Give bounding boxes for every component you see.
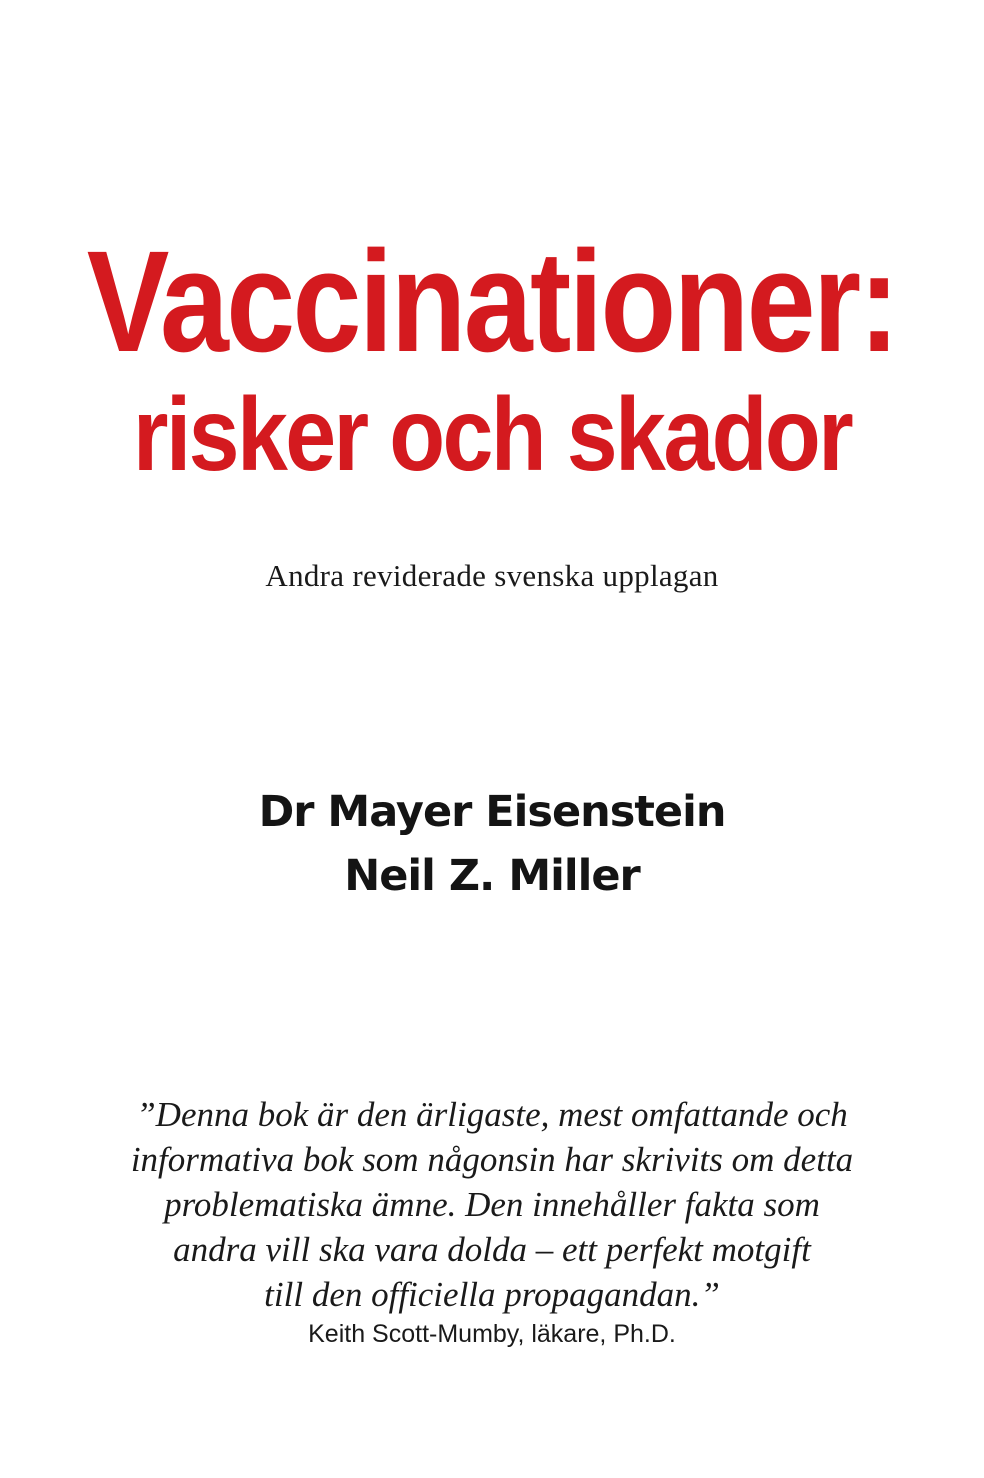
author-name: Dr Mayer Eisenstein	[258, 787, 726, 837]
edition-subtitle: Andra reviderade svenska upplagan	[265, 558, 719, 593]
quote-line: andra vill ska vara dolda – ett perfekt motgift	[173, 1230, 811, 1269]
book-title	[0, 222, 984, 494]
endorsement-quote	[0, 1092, 984, 1317]
author-name: Neil Z. Miller	[344, 851, 640, 901]
quote-line: till den officiella propagandan.”	[264, 1275, 720, 1314]
author-list	[0, 780, 984, 908]
title-line-2: risker och skador	[132, 377, 852, 493]
quote-attribution: Keith Scott-Mumby, läkare, Ph.D.	[308, 1320, 676, 1348]
quote-line: informativa bok som någonsin har skrivits om detta	[130, 1140, 854, 1179]
title-line-1: Vaccinationer:	[86, 221, 898, 382]
quote-line: problematiska ämne. Den innehåller fakta som	[164, 1185, 820, 1224]
quote-line: ”Denna bok är den ärligaste, mest omfattande och	[136, 1095, 848, 1134]
